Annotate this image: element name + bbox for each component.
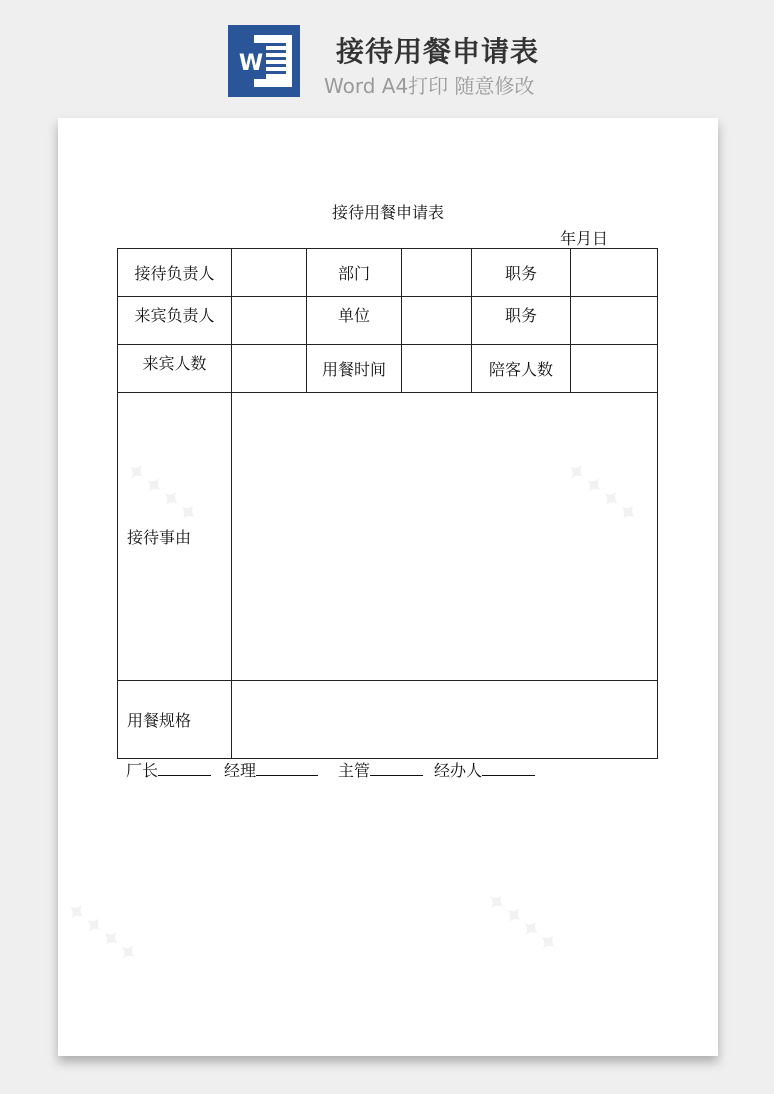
unit-field[interactable] (402, 297, 472, 345)
label-guest-in-charge: 来宾负责人 (118, 297, 232, 345)
watermark: ✦✦✦✦ (558, 454, 646, 532)
application-form-table (117, 248, 658, 759)
guest-in-charge-field[interactable] (232, 297, 307, 345)
supervisor-label: 主管 (338, 761, 371, 780)
factory-head-line[interactable] (158, 761, 211, 776)
banner-title: 接待用餐申请表 (336, 35, 540, 68)
label-meal-time: 用餐时间 (307, 345, 402, 393)
department-field[interactable] (402, 249, 472, 297)
label-reception-reason: 接待事由 (118, 393, 232, 681)
handler-label: 经办人 (434, 761, 483, 780)
guest-position-field[interactable] (571, 297, 658, 345)
banner-subtitle: Word A4打印 随意修改 (324, 74, 535, 98)
watermark: ✦✦✦✦ (478, 884, 566, 962)
signature-supervisor (338, 758, 423, 781)
date-label: 年月日 (560, 229, 609, 248)
document-title: 接待用餐申请表 (331, 203, 444, 222)
label-position: 职务 (472, 249, 571, 297)
host-in-charge-field[interactable] (232, 249, 307, 297)
accompany-count-field[interactable] (571, 345, 658, 393)
reception-reason-field[interactable] (232, 393, 658, 681)
handler-line[interactable] (482, 761, 535, 776)
label-guest-position: 职务 (472, 297, 571, 345)
label-unit: 单位 (307, 297, 402, 345)
manager-label: 经理 (224, 761, 257, 780)
header-banner (0, 0, 774, 110)
label-guest-count: 来宾人数 (118, 345, 232, 393)
signature-factory-head (126, 758, 211, 781)
table-row (118, 393, 658, 681)
manager-line[interactable] (256, 761, 318, 776)
signature-manager (224, 758, 318, 781)
table-row (118, 297, 658, 345)
table-row (118, 345, 658, 393)
label-accompany-count: 陪客人数 (472, 345, 571, 393)
watermark: ✦✦✦✦ (58, 894, 146, 972)
meal-time-field[interactable] (402, 345, 472, 393)
label-department: 部门 (307, 249, 402, 297)
meal-spec-field[interactable] (232, 681, 658, 759)
watermark: ✦✦✦✦ (118, 454, 206, 532)
supervisor-line[interactable] (370, 761, 423, 776)
word-logo-letter: W (238, 51, 264, 76)
word-icon (228, 25, 300, 97)
document-page (58, 118, 718, 1056)
label-host-in-charge: 接待负责人 (118, 249, 232, 297)
label-meal-spec: 用餐规格 (118, 681, 232, 759)
guest-count-field[interactable] (232, 345, 307, 393)
table-row (118, 681, 658, 759)
table-row (118, 249, 658, 297)
signature-handler (434, 758, 535, 781)
factory-head-label: 厂长 (126, 761, 159, 780)
position-field[interactable] (571, 249, 658, 297)
